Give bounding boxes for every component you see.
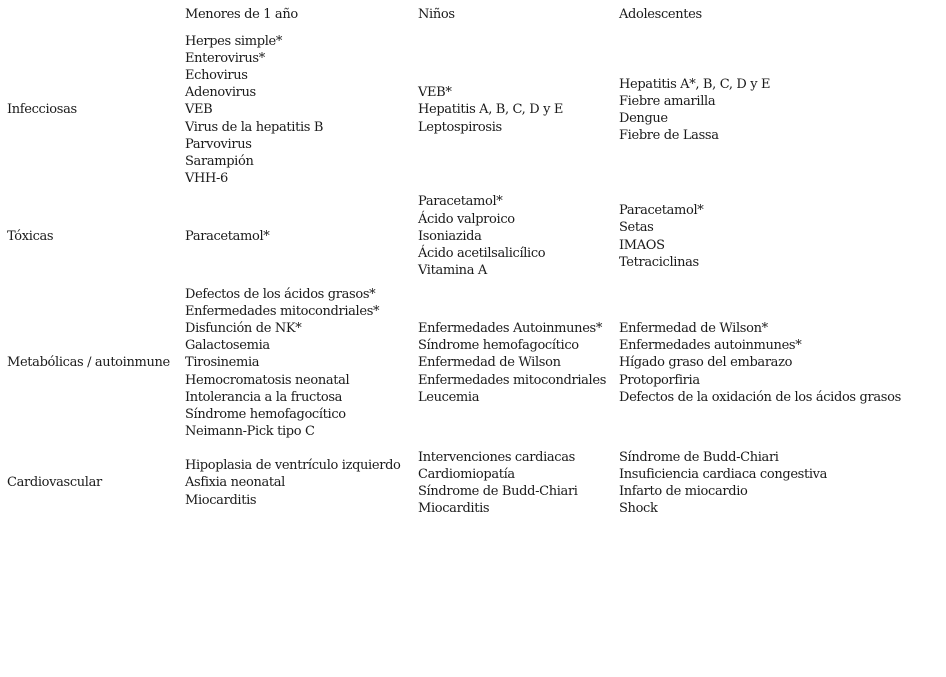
list-item: Enfermedad de Wilson — [418, 355, 561, 371]
list-item: VHH-6 — [185, 171, 228, 187]
adolescentes-cell — [616, 443, 920, 523]
ninos-cell — [415, 190, 616, 283]
list-item: Intervenciones cardiacas — [418, 449, 575, 465]
list-item: Hipoplasia de ventrículo izquierdo — [185, 458, 401, 474]
category-cell: Tóxicas — [7, 228, 54, 244]
list-item: Hepatitis A, B, C, D y E — [418, 102, 564, 118]
list-item: Cardiomiopatía — [418, 466, 515, 482]
menores-cell — [182, 190, 415, 283]
list-item: Defectos de la oxidación de los ácidos grasos — [619, 389, 901, 405]
list-item: Echovirus — [185, 67, 248, 83]
ninos-cell — [415, 443, 616, 523]
list-item: Adenovirus — [185, 85, 256, 101]
list-item: Sarampión — [185, 154, 254, 169]
list-item: Paracetamol* — [418, 194, 503, 210]
list-item: Tirosinemia — [185, 355, 260, 371]
list-item: Miocarditis — [418, 501, 490, 517]
header-cell-adolescentes: Adolescentes — [619, 7, 702, 22]
list-item: Enterovirus* — [185, 50, 265, 66]
list-item: Fiebre amarilla — [619, 93, 716, 109]
list-item: Miocarditis — [185, 492, 257, 508]
list-item: VEB* — [418, 85, 452, 101]
list-item: Síndrome de Budd-Chiari — [619, 449, 779, 465]
list-item: Defectos de los ácidos grasos* — [185, 286, 376, 302]
list-item: Asfixia neonatal — [185, 475, 285, 491]
menores-cell — [182, 283, 415, 443]
table-row — [4, 190, 920, 283]
list-item: Galactosemia — [185, 338, 270, 354]
table-row — [4, 283, 920, 443]
header-cell-menores: Menores de 1 año — [185, 7, 298, 22]
header-cell-empty — [4, 6, 182, 30]
list-item: Vitamina A — [418, 263, 487, 279]
menores-cell — [182, 30, 415, 190]
list-item: Enfermedades autoinmunes* — [619, 338, 802, 354]
adolescentes-cell — [616, 283, 920, 443]
list-item: Virus de la hepatitis B — [185, 119, 324, 135]
list-item: Disfunción de NK* — [185, 320, 302, 336]
list-item: Shock — [619, 501, 658, 517]
menores-cell — [182, 443, 415, 523]
list-item: Leptospirosis — [418, 119, 502, 135]
list-item: Enfermedades mitocondriales* — [185, 303, 380, 319]
etiology-table — [4, 6, 920, 523]
list-item: Parvovirus — [185, 136, 252, 152]
list-item: Infarto de miocardio — [619, 484, 748, 499]
list-item: Hígado graso del embarazo — [619, 355, 793, 371]
list-item: VEB — [185, 102, 213, 118]
list-item: Intolerancia a la fructosa — [185, 389, 343, 405]
adolescentes-cell — [616, 30, 920, 190]
ninos-cell — [415, 283, 616, 443]
list-item: Protoporfiria — [619, 372, 700, 388]
list-item: Síndrome hemofagocítico — [185, 407, 346, 422]
list-item: Hemocromatosis neonatal — [185, 372, 350, 388]
list-item: Isoniazida — [418, 228, 482, 244]
list-item: Síndrome de Budd-Chiari — [418, 484, 578, 499]
list-item: Ácido valproico — [418, 211, 515, 227]
list-item: Paracetamol* — [185, 228, 270, 244]
list-item: Setas — [619, 220, 654, 236]
list-item: Enfermedades Autoinmunes* — [418, 320, 603, 336]
list-item: IMAOS — [619, 237, 665, 253]
list-item: Neimann-Pick tipo C — [185, 424, 315, 440]
list-item: Paracetamol* — [619, 203, 704, 219]
list-item: Insuficiencia cardiaca congestiva — [619, 466, 828, 482]
list-item: Tetraciclinas — [619, 254, 699, 270]
list-item: Leucemia — [418, 389, 480, 405]
list-item: Síndrome hemofagocítico — [418, 338, 579, 354]
list-item: Fiebre de Lassa — [619, 128, 719, 144]
ninos-cell — [415, 30, 616, 190]
header-cell-ninos: Niños — [418, 7, 455, 22]
list-item: Enfermedades mitocondriales — [418, 372, 607, 388]
table-row — [4, 30, 920, 190]
list-item: Herpes simple* — [185, 33, 282, 49]
list-item: Ácido acetilsalicílico — [418, 246, 546, 262]
table-row — [4, 443, 920, 523]
category-cell: Cardiovascular — [7, 475, 102, 491]
category-cell: Metabólicas / autoinmune — [7, 355, 170, 371]
list-item: Enfermedad de Wilson* — [619, 320, 768, 336]
list-item: Dengue — [619, 111, 668, 126]
adolescentes-cell — [616, 190, 920, 283]
header-row — [4, 6, 920, 30]
list-item: Hepatitis A*, B, C, D y E — [619, 76, 771, 92]
category-cell: Infecciosas — [7, 102, 77, 118]
